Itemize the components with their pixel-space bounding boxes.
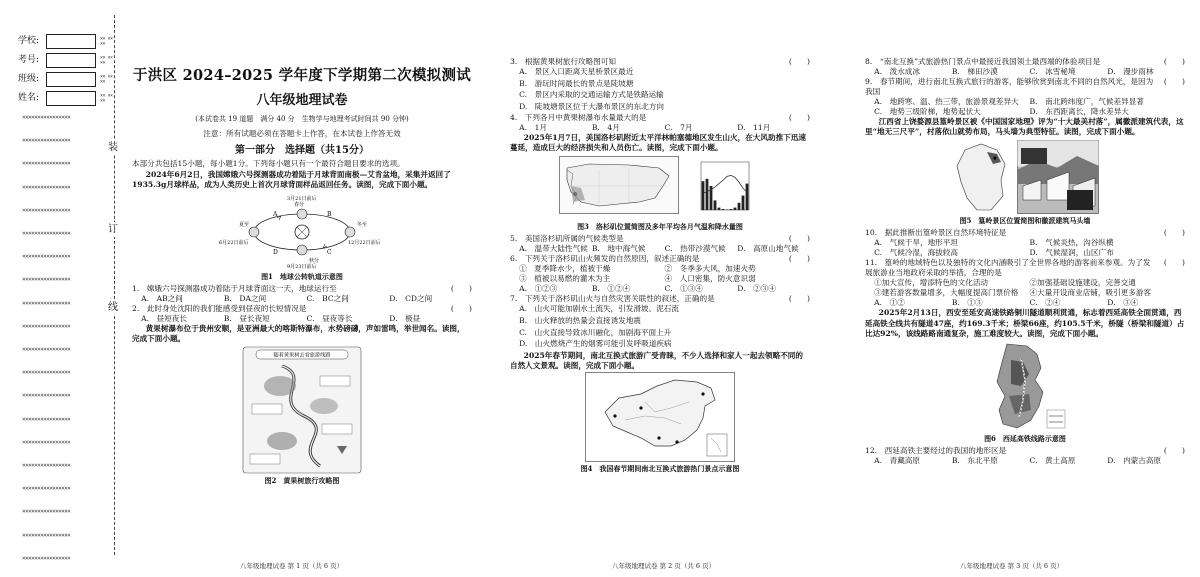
question-2 [132,304,472,314]
answer-bracket: ( ) [788,294,810,304]
page-3-column [865,57,1185,466]
option-b: B. ①②④ [591,284,631,294]
cross-row: ×××××××××××××××× [22,346,71,353]
option-c: C. 热带沙漠气候 [664,244,726,254]
question-11-text: 11. 篁岭的地域特色以及独特的文化内涵吸引了全世界各地的游客前来参观。为了发展旅游业当地政府采取的举措，合理的是 [865,258,1151,278]
cross-row: ×××××××××××××××× [22,253,71,261]
option-c: C. 黄土高原 [1029,456,1076,466]
answer-bracket: ( ) [788,254,810,264]
statement-3: ③建若游客数量增多，大幅度提高门票价格 [874,288,1019,298]
binding-mark-xian: 线 [108,300,118,315]
option-b: B. ①③ [951,298,983,308]
question-9-text: 9. 春节期间，进行南北互换式旅行的游客，能够欣赏到南北不同的自然风光，是因为我国 [865,77,1154,97]
orbit-label-autumn: 秋分 [309,257,320,264]
class-field [18,72,114,87]
exam-info: (本试卷共 19 道题 满分 40 分 生物学与地理考试时间共 90 分钟) [195,115,409,124]
answer-bracket: ( ) [1163,446,1185,456]
answer-bracket: ( ) [1163,57,1185,66]
statement-4: ④大量开设商业店铺，吸引更多游客 [1029,288,1152,298]
question-11-statements [865,278,1185,298]
exam-notice: 注意：所有试题必须在答题卡上作答，在本试卷上作答无效 [203,128,401,138]
question-6 [510,254,810,264]
answer-bracket: ( ) [788,234,810,244]
cross-row: ×××××××××××××××× [22,183,71,191]
los-angeles-location-map [559,156,679,214]
cross-marks: ×× ×× ×× [100,35,113,47]
option-d: D. ②③④ [737,284,776,294]
earth-orbit-diagram [217,192,387,270]
option-a: A. 温带大陆性气候 [519,244,588,254]
school-input[interactable] [46,34,96,49]
statement-4: ④ 人口密集，防火意识弱 [664,274,756,284]
class-label: 班级: [18,73,40,84]
orbit-label-winter: 冬至 [357,221,368,228]
exam-number-label: 考号: [18,54,40,65]
option-d: D. 高原山地气候 [737,244,799,254]
exam-title: 于洪区 2024–2025 学年度下学期第二次模拟测试 [132,67,472,84]
question-2-options [132,314,472,324]
name-label: 姓名: [18,92,40,103]
question-intro-6: 2025年2月13日，西安至延安高速铁路铜川隧道顺利贯通，标志着西延高铁全面贯通，西延高铁全线共有隧道47座，约169.3千米；桥梁66座，约105.5千米，桥隧（桥梁和隧道）占比达92%，该线路路南通复杂，施工难度较大。读图，完成下面小题。 [865,308,1185,338]
option-b: B. 南北跨纬度广，气候差异显著 [1029,97,1144,107]
question-4 [510,113,810,123]
answer-bracket: ( ) [450,284,472,293]
part-one-heading: 第一部分 选择题（共15分） [235,144,369,156]
option-b: B. 地中海气候 [591,244,646,254]
cross-row: ×××××××××××××××× [22,160,71,168]
option-c: C. 7月 [664,123,693,133]
option-a: A. 景区入口距离天星桥景区最近 [519,67,634,77]
figure-3-caption: 图3 洛杉矶位置简图及多年平均各月气温和降水量图 [577,222,743,232]
cross-row: ×××××××××××××××× [22,299,71,307]
binding-line [114,15,115,555]
precipitation-bar [722,209,725,210]
option-c: C. 山火直接导致冰川融化，加剧海平面上升 [519,327,672,337]
question-6-options [510,284,810,294]
orbit-point-d: D [273,248,278,256]
question-10-options [865,238,1185,258]
cross-row: ×××××××××××××××× [22,438,71,446]
question-1-options [132,294,472,304]
option-d: D. 极昼 [389,314,421,324]
precipitation-bar [738,203,741,210]
question-intro-2: 黄果树瀑布位于贵州安顺，是亚洲最大的喀斯特瀑布，水势磅礴，声如雷鸣，举世闻名。读图，完成下面小题。 [132,324,465,344]
answer-bracket: ( ) [788,113,810,123]
figure-5-caption: 图5 篁岭景区位置简图和徽派建筑马头墙 [959,216,1091,226]
answer-bracket: ( ) [450,304,472,314]
cross-row: ×××××××××××××××× [22,322,71,330]
orbit-label-dec22: 12月22日前后 [348,239,381,246]
temperature-line [703,176,747,194]
page-2-column [510,57,810,476]
name-input[interactable] [46,91,96,106]
option-a: A. ①② [874,298,905,308]
class-input[interactable] [46,72,96,87]
option-d: D. 漫步雨林 [1107,67,1154,77]
figure-1-caption: 图1 地球公转轨道示意图 [261,271,343,281]
question-intro-5: 江西省上饶婺源县篁岭景区被《中国国家地理》评为“十大最美村落”，属徽派建筑代表，这里“地无三尺平”，村落依山就势布局，马头墙为典型特征。读图，完成下面小题。 [865,117,1184,137]
precipitation-bar [714,201,717,211]
option-b: B. 梯田沙漠 [951,67,998,77]
question-5-text: 5. 美国洛杉矶所属的气候类型是 [510,234,624,244]
cross-row: ×××××××××××××××× [22,415,71,423]
option-d: D. 东西距离长，降水差异大 [1029,107,1129,117]
orbit-point-b: B [327,210,332,218]
option-c: C. BC之间 [306,294,349,304]
option-c: C. 冰雪秘境 [1029,67,1076,77]
option-b: B. DA之间 [223,294,267,304]
statement-1: ①加大宣传，增添特色的文化活动 [874,278,989,288]
cross-marks: ×× ×× ×× [100,73,113,85]
option-a: A. 气候干旱，地形平坦 [874,238,958,248]
option-c: C. ①③④ [664,284,703,294]
question-8-text: 8. “南北互换”式旅游热门景点中最接近我国领土最西端的体验项目是 [865,57,1101,66]
statement-3: ③ 植被以易燃的灌木为主 [519,274,611,284]
travel-map-title: 随着黄果树去看旅游线路 [273,352,331,359]
cross-row: ×××××××××××××××× [22,137,71,145]
cross-marks: ×× ×× ×× [100,92,113,104]
binding-mark-ding: 订 [108,222,118,237]
option-d: D. 陡坡塘景区位于大瀑布景区的东北方向 [519,101,665,111]
figure-4-caption: 图4 我国春节期间南北互换式旅游热门景点示意图 [580,464,740,474]
option-b: B. 4月 [591,123,620,133]
cross-row: ×××××××××××××××× [22,392,71,400]
question-5-options [510,244,810,254]
precipitation-bars [702,179,749,210]
question-7 [510,294,810,304]
huangguoshu-travel-map [242,346,362,474]
figure-3-panels [510,156,810,220]
cross-row: ×××××××××××××××× [22,462,71,469]
orbit-label-summer: 夏至 [239,221,250,228]
option-d: D. ③④ [1107,298,1139,308]
option-c: C. 昼夜等长 [306,314,353,324]
question-7-options [510,304,810,349]
precipitation-bar [706,179,709,210]
option-a: A. AB之间 [141,294,183,304]
cross-row: ×××××××××××××××× [22,114,71,121]
question-3 [510,57,810,67]
question-12 [865,446,1185,456]
huizhou-architecture-photo [1017,140,1099,214]
question-8 [865,57,1185,67]
option-c: C. 地势三级阶梯，地势起伏大 [874,107,981,117]
precipitation-bar [730,209,733,210]
option-b: B. 昼长夜短 [223,314,270,324]
statement-2: ②加强基础设施建设，完善交通 [1029,278,1136,288]
cross-row: ×××××××××××××××× [22,230,71,237]
cross-row: ×××××××××××××××× [22,554,71,562]
part-one-description: 本部分共包括15小题，每小题1分。下列每小题只有一个最符合题目要求的选项。 [132,158,405,168]
school-field [18,34,114,49]
option-a: A. 青藏高原 [874,456,920,466]
figure-6-caption: 图6 西延高铁线路示意图 [984,434,1066,444]
orbit-label-spring: 春分 [294,201,305,208]
figure-2-caption: 图2 黄果树旅行攻略图 [264,475,340,485]
question-intro-3: 2025年1月7日，美国洛杉矶附近太平洋林帕塞德地区发生山火，在大风助推下迅速蔓延，造成巨大的经济损失和人员伤亡。读图，完成下面小题。 [510,133,806,153]
question-4-options [510,123,810,133]
orbit-label-mar21: 3月21日前后 [287,195,317,202]
binding-strip [0,0,125,577]
option-d: D. 11月 [737,123,771,133]
exam-number-input[interactable] [46,53,96,68]
question-intro-4: 2025年春节期间，南北互换式旅游广受青睐，不少人选择和家人一起去领略不同的自然人文景观。读图，完成下面小题。 [510,350,803,370]
option-b: B. 东北平原 [951,456,998,466]
climate-chart [689,156,761,220]
cross-row: ×××××××××××××××× [22,206,71,214]
cross-row: ×××××××××××××××× [22,276,71,284]
option-a: A. 山火可能加剧水土流失，引发滑坡、泥石流 [519,304,679,314]
question-5 [510,234,810,244]
question-12-text: 12. 西延高铁主要经过的我国的地形区是 [865,446,1007,456]
xiyan-railway-map [981,340,1069,432]
cross-marks: ×× ×× ×× [100,54,113,66]
school-label: 学校: [18,35,40,46]
option-a: A. 地跨寒、温、热三带，旅游景观差异大 [874,97,1019,107]
answer-bracket: ( ) [788,57,810,66]
option-c: C. ②④ [1029,298,1061,308]
question-9 [865,77,1185,97]
precipitation-bar [742,196,745,210]
precipitation-bar [734,208,737,210]
answer-bracket: ( ) [1163,258,1185,268]
option-c: C. 景区内采取的交通运输方式是铁路运输 [519,90,664,100]
option-d: D. 气候湿润，山区广布 [1029,248,1114,258]
question-6-text: 6. 下列关于洛杉矶山火频发的自然原因，叙述正确的是 [510,254,700,264]
option-a: A. 泼水成冰 [874,67,920,77]
orbit-point-c: C [327,248,332,256]
answer-bracket: ( ) [1163,228,1185,238]
page-1-footer: 八年级地理试卷 第 1 页（共 6 页） [240,562,344,570]
option-b: B. 气候炎热，沟谷纵横 [1029,238,1114,248]
page-3-footer: 八年级地理试卷 第 3 页（共 6 页） [960,562,1064,570]
precipitation-bar [702,181,705,210]
question-10 [865,228,1185,238]
statement-1: ① 夏季降水少，植被干燥 [519,264,611,274]
cross-row: ×××××××××××××××× [22,369,71,377]
question-1-text: 1. 嫦娥六号探测器成功着陆于月球背面这一天，地球运行至 [132,284,337,293]
question-11-options [865,298,1185,308]
question-intro-1: 2024年6月2日，我国嫦娥六号探测器成功着陆于月球背面南极—艾肯盆地，采集并返回了1935.3g月球样品，成为人类历史上首次月球背面样品返回任务。读图，完成下面小题。 [132,170,451,190]
answer-bracket: ( ) [1163,77,1185,87]
option-b: B. 游玩时间最长的景点是陡坡塘 [519,78,634,88]
question-2-text: 2. 此时身处沈阳的我们能感受到昼夜的长短情况是 [132,304,307,314]
orbit-label-jun22: 6月22日前后 [219,239,249,246]
question-4-text: 4. 下列各月中黄果树瀑布水量最大的是 [510,113,647,123]
question-8-options [865,67,1185,77]
option-a: A. 1月 [519,123,548,133]
cross-row: ×××××××××××××××× [22,485,71,493]
page-1-column [132,62,472,488]
question-12-options [865,456,1185,466]
option-d: D. 内蒙古高原 [1107,456,1162,466]
question-9-options [865,97,1185,117]
name-field [18,91,114,106]
exam-number-field [18,53,114,68]
orbit-label-sep23: 9月23日前后 [287,263,317,270]
question-10-text: 10. 据此推断出篁岭景区自然环境特征是 [865,228,1007,238]
question-7-text: 7. 下列关于洛杉矶山火与自然灾害关联性的叙述，正确的是 [510,294,715,304]
binding-mark-zhuang: 装 [108,140,118,155]
question-1 [132,284,472,294]
cross-row: ×××××××××××××××× [22,508,71,516]
option-d: D. 山火燃烧产生的烟雾可能引发呼吸道疾病 [519,339,672,349]
exam-subtitle: 八年级地理试卷 [256,93,348,109]
question-11 [865,258,1185,278]
question-3-text: 3. 根据黄果树旅行攻略图可知 [510,57,616,66]
option-b: B. 山火释放的热量会直接诱发地震 [519,316,642,325]
china-tourism-map [585,372,735,462]
jiangxi-location-map [951,140,1011,214]
cross-row: ×××××××××××××××× [22,531,71,539]
question-3-options [510,67,810,112]
option-a: A. 昼短夜长 [141,314,187,324]
option-a: A. ①②③ [519,284,558,294]
question-6-statements [510,264,810,284]
statement-2: ② 冬季多大风，加速火势 [664,264,756,274]
orbit-point-a: A [273,210,278,218]
page-2-footer: 八年级地理试卷 第 2 页（共 6 页） [612,562,716,570]
precipitation-bar [718,208,721,210]
figure-5-panels [865,140,1185,214]
precipitation-bar [746,184,749,210]
option-d: D. CD之间 [389,294,433,304]
option-c: C. 气候冷湿，海拔较高 [874,248,958,258]
